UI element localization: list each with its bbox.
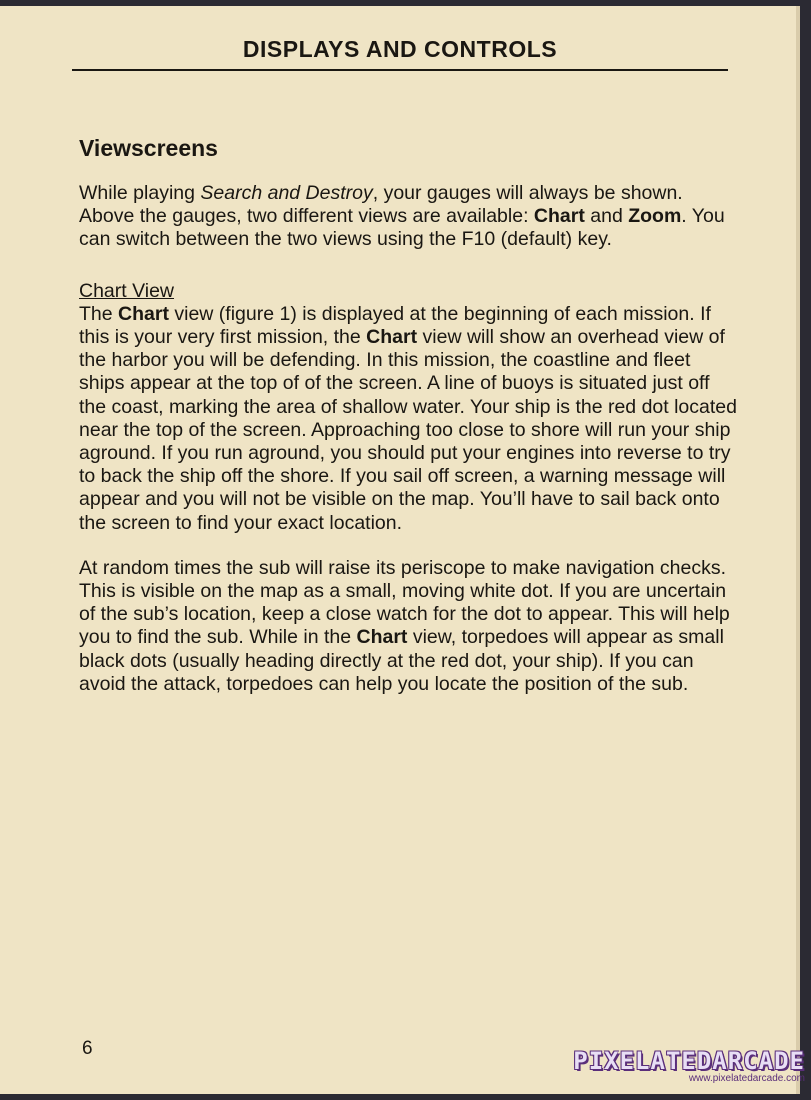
chart-view-text-3: view will show an overhead view of the harbor you will be defending. In this mission, the coastline and fleet ships appear at the top of of the screen. A line of buoys is situated just off the coast, marking the area of shallow water. Your ship is the red dot located near the top of the screen. Approaching too close to shore will run your ship aground. If you run aground, you should put your engines into reverse to try to back the ship off the shore. If you sail off screen, a warning message will appear and you will not be visible on the map. You’ll have to sail back onto the screen to find your exact location.	[79, 326, 737, 534]
chart-term: Chart	[366, 326, 418, 349]
intro-text-2: , your gauges will always be shown. Above the gauges, two different views are available:	[79, 182, 683, 228]
intro-paragraph	[79, 182, 739, 252]
page-number: 6	[82, 1038, 93, 1059]
intro-text-4: . You can switch between the two views using the F10 (default) key.	[79, 205, 725, 251]
header-rule	[72, 69, 728, 71]
chart-view-paragraph	[79, 303, 739, 535]
site-watermark	[573, 1047, 805, 1084]
zoom-term: Zoom	[628, 205, 682, 228]
page-content	[79, 134, 739, 718]
periscope-text-2: view, torpedoes will appear as small black dots (usually heading directly at the red dot, your ship). If you can avoid the attack, torpedoes can help you locate the position of the sub.	[79, 626, 724, 695]
intro-text-1: While playing	[79, 182, 201, 204]
chart-view-text-1: The	[79, 302, 119, 325]
chart-view-subhead: Chart View	[79, 279, 175, 302]
watermark-logo: PIXELATEDARCADE	[573, 1047, 805, 1075]
manual-page	[0, 6, 800, 1094]
intro-text-3: and	[584, 205, 629, 228]
watermark-url: www.pixelatedarcade.com	[688, 1073, 805, 1084]
periscope-text-1: At random times the sub will raise its periscope to make navigation checks. This is visible on the map as a small, moving white dot. If you are uncertain of the sub’s location, keep a close watch for the dot to appear. This will help you to find the sub. While in the	[79, 556, 730, 649]
chart-view-text-2: view (figure 1) is displayed at the beginning of each mission. If this is your very first mission, the	[79, 302, 711, 349]
periscope-paragraph	[79, 557, 739, 696]
chart-term: Chart	[533, 205, 585, 228]
section-title: Viewscreens	[79, 135, 218, 161]
game-title: Search and Destroy	[200, 182, 373, 204]
chart-term: Chart	[118, 302, 169, 325]
chart-term: Chart	[356, 626, 408, 649]
page-header: DISPLAYS AND CONTROLS	[242, 36, 558, 62]
